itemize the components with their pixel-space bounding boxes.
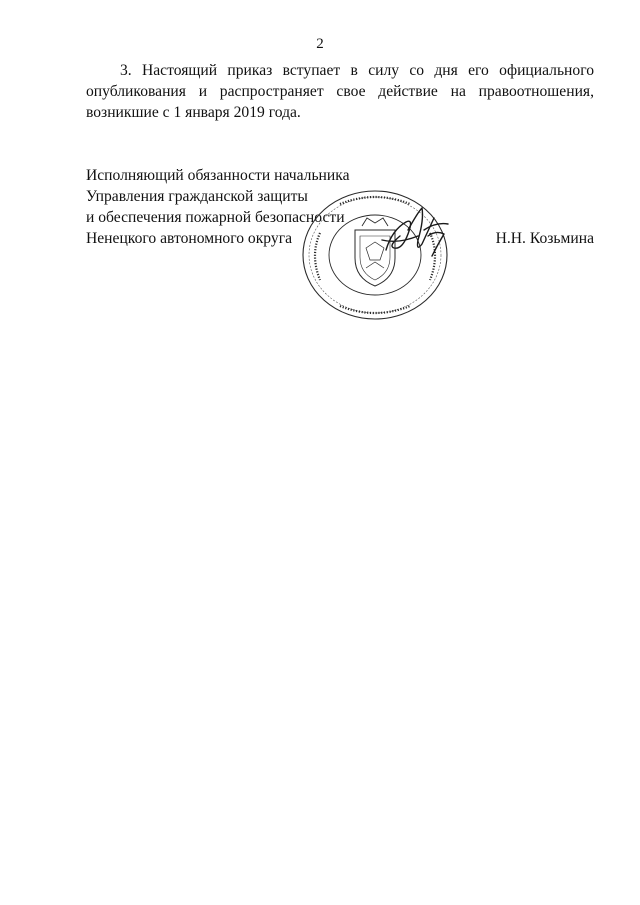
page-number: 2 bbox=[316, 36, 324, 52]
clause-line-3: возникшие с 1 января 2019 года. bbox=[86, 104, 301, 121]
clause-line-1: 3. Настоящий приказ вступает в силу со дня его официального bbox=[120, 62, 594, 79]
position-line-1: Исполняющий обязанности начальника bbox=[86, 167, 350, 184]
clause-line-2: опубликования и распространяет свое действие на правоотношения, bbox=[86, 83, 594, 100]
clause-paragraph bbox=[86, 60, 594, 123]
handwritten-signature bbox=[378, 200, 453, 262]
position-line-3: и обеспечения пожарной безопасности bbox=[86, 209, 345, 226]
position-line-4: Ненецкого автономного округа bbox=[86, 230, 293, 247]
position-line-2: Управления гражданской защиты bbox=[86, 188, 308, 205]
signatory-name: Н.Н. Козьмина bbox=[495, 230, 594, 247]
